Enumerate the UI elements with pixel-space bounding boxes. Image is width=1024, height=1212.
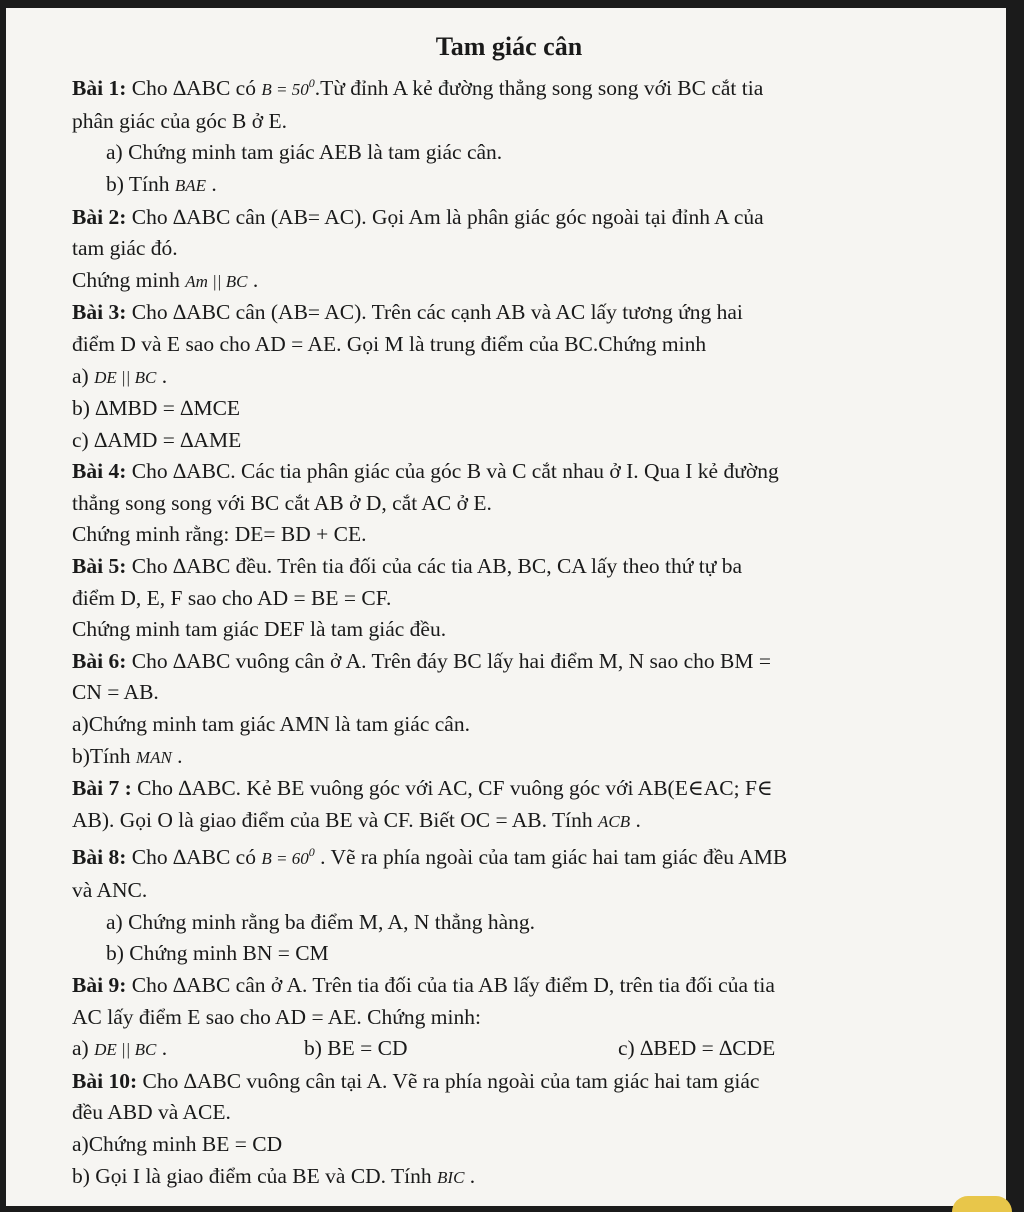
exercise-5-label: Bài 5:: [72, 554, 127, 579]
part-a-label: a): [72, 1036, 95, 1061]
corner-decoration: [952, 1196, 1012, 1212]
exercise-10-line-1: [72, 1066, 966, 1098]
prove-end: .: [247, 267, 259, 292]
angle-man: MAN: [135, 747, 172, 767]
exercise-1-part-b: [72, 169, 966, 202]
part-b-text: b) Tính: [106, 171, 175, 196]
exercise-4-line-1: [72, 456, 966, 488]
exercise-4-label: Bài 4:: [72, 459, 127, 484]
exercise-7-label: Bài 7 :: [72, 776, 132, 801]
angle-b-expression: B = 50: [261, 80, 309, 100]
exercise-9-line-2: AC lấy điểm E sao cho AD = AE. Chứng minh:: [72, 1004, 481, 1029]
exercise-8-text: Cho ∆ABC có: [126, 845, 262, 870]
exercise-9-label: Bài 9:: [72, 972, 127, 997]
part-b-end: .: [171, 743, 183, 768]
exercise-2-label: Bài 2:: [72, 204, 127, 229]
angle-b-expression: B = 60: [261, 849, 309, 869]
exercise-10-part-a: a)Chứng minh BE = CD: [72, 1131, 283, 1156]
prove-text: Chứng minh: [72, 267, 186, 292]
angle-acb: ACB: [597, 811, 631, 831]
exercise-1-text: Cho ∆ABC có: [126, 76, 262, 101]
page-title: Tam giác cân: [435, 32, 583, 61]
exercise-6-line-2: CN = AB.: [72, 680, 159, 705]
exercise-3-text: Cho ∆ABC cân (AB= AC). Trên các cạnh AB và AC lấy tương ứng hai: [126, 300, 743, 325]
exercise-1-label: Bài 1:: [72, 76, 127, 101]
exercise-6-line-1: [72, 646, 966, 678]
exercise-7-text-cont: AB). Gọi O là giao điểm của BE và CF. Biết OC = AB. Tính: [72, 807, 598, 832]
exercise-3-part-b: b) ∆MBD = ∆MCE: [72, 396, 241, 421]
exercise-6-text: Cho ∆ABC vuông cân ở A. Trên đáy BC lấy hai điểm M, N sao cho BM =: [126, 648, 771, 673]
worksheet-page: [6, 8, 1006, 1206]
exercise-5-text: Cho ∆ABC đều. Trên tia đối của các tia AB, BC, CA lấy theo thứ tự ba: [126, 554, 743, 579]
exercise-1-text-cont: .Từ đỉnh A kẻ đường thẳng song song với BC cắt tia: [314, 76, 764, 101]
angle-bic: BIC: [437, 1167, 465, 1187]
exercise-3-line-2: điểm D và E sao cho AD = AE. Gọi M là trung điểm của BC.Chứng minh: [72, 331, 707, 356]
exercise-10-label: Bài 10:: [72, 1068, 138, 1093]
exercise-8-part-a: a) Chứng minh rằng ba điểm M, A, N thẳng hàng.: [106, 909, 536, 934]
exercise-9-part-c: c) ∆BED = ∆CDE: [618, 1036, 776, 1061]
exercise-2-text: Cho ∆ABC cân (AB= AC). Gọi Am là phân giác góc ngoài tại đỉnh A của: [126, 204, 764, 229]
exercise-10-part-b: [72, 1161, 966, 1194]
exercise-6-part-b: [72, 741, 966, 774]
exercise-4-line-2: thẳng song song với BC cắt AB ở D, cắt AC ở E.: [72, 490, 492, 515]
degree-superscript: 0: [308, 845, 315, 860]
exercise-9-parts: [72, 1033, 966, 1066]
exercise-8-line-1: [72, 837, 966, 875]
part-a-end: .: [156, 1036, 168, 1061]
part-b-text: b) Gọi I là giao điểm của BE và CD. Tính: [72, 1163, 438, 1188]
exercise-5-line-2: điểm D, E, F sao cho AD = BE = CF.: [72, 585, 392, 610]
part-b-end: .: [206, 171, 217, 196]
exercise-9-part-a: [72, 1033, 304, 1066]
exercise-2-line-1: [72, 202, 966, 234]
exercise-7-line-2: [72, 805, 966, 838]
exercise-3-label: Bài 3:: [72, 300, 127, 325]
exercise-4-text: Cho ∆ABC. Các tia phân giác của góc B và C cắt nhau ở I. Qua I kẻ đường: [126, 459, 779, 484]
exercise-7-line-1: [72, 773, 966, 805]
exercise-8-label: Bài 8:: [72, 845, 127, 870]
exercise-5-line-3: Chứng minh tam giác DEF là tam giác đều.: [72, 617, 447, 642]
line-end: .: [630, 807, 641, 832]
exercise-9-part-b: b) BE = CD: [304, 1036, 408, 1061]
exercise-4-line-3: Chứng minh rằng: DE= BD + CE.: [72, 522, 367, 547]
exercise-3-part-a: [72, 361, 966, 394]
exercise-1-line-1: [72, 68, 966, 106]
exercise-9-text: Cho ∆ABC cân ở A. Trên tia đối của tia AB lấy điểm D, trên tia đối của tia: [126, 972, 775, 997]
part-a-label: a): [72, 363, 95, 388]
exercise-7-text: Cho ∆ABC. Kẻ BE vuông góc với AC, CF vuông góc với AB(E∈AC; F∈: [131, 776, 773, 801]
angle-bae: BAE: [174, 175, 207, 195]
exercise-6-part-a: a)Chứng minh tam giác AMN là tam giác cân.: [72, 712, 470, 737]
exercise-8-line-2: và ANC.: [72, 878, 148, 903]
degree-superscript: 0: [308, 76, 315, 90]
exercise-8-part-b: b) Chứng minh BN = CM: [106, 941, 329, 966]
exercise-3-part-c: c) ∆AMD = ∆AME: [72, 427, 242, 452]
exercise-9-line-1: [72, 970, 966, 1002]
de-parallel-bc: DE || BC: [94, 1040, 157, 1060]
part-a-end: .: [156, 363, 168, 388]
part-b-end: .: [464, 1163, 476, 1188]
exercise-10-line-2: đều ABD và ACE.: [72, 1100, 231, 1125]
part-b-text: b)Tính: [72, 743, 136, 768]
exercise-8-text-cont: . Vẽ ra phía ngoài của tam giác hai tam giác đều AMB: [314, 845, 788, 870]
exercise-2-line-2: tam giác đó.: [72, 236, 178, 261]
exercise-10-text: Cho ∆ABC vuông cân tại A. Vẽ ra phía ngoài của tam giác hai tam giác: [137, 1068, 760, 1093]
exercise-1-part-a: a) Chứng minh tam giác AEB là tam giác cân.: [106, 140, 503, 165]
exercise-6-label: Bài 6:: [72, 648, 127, 673]
exercise-5-line-1: [72, 551, 966, 583]
exercise-2-line-3: [72, 265, 966, 298]
exercise-3-line-1: [72, 297, 966, 329]
exercise-1-line-2: phân giác của góc B ở E.: [72, 108, 287, 133]
am-parallel-bc: Am || BC: [185, 271, 248, 291]
de-parallel-bc: DE || BC: [94, 367, 157, 387]
